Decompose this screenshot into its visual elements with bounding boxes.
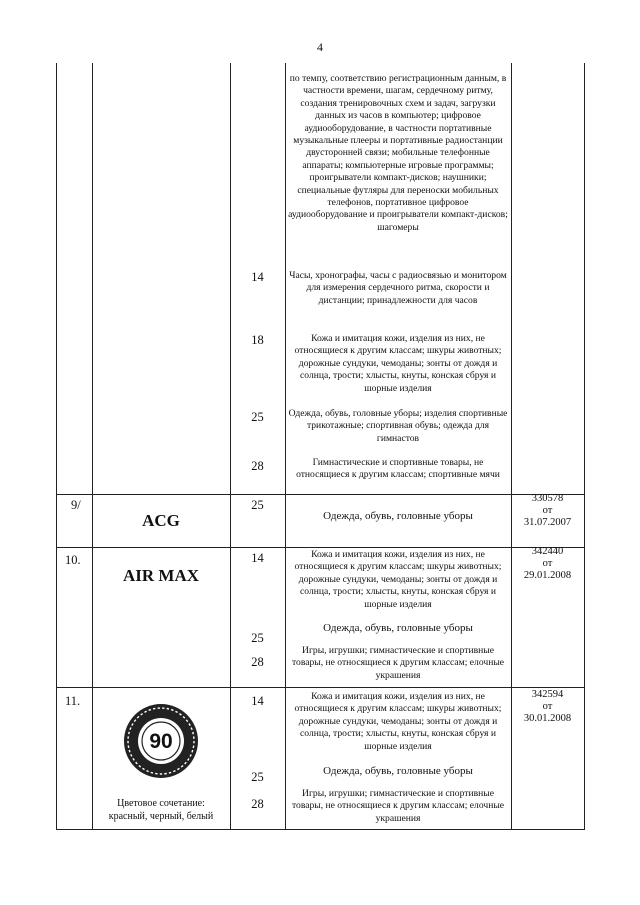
column-border [56, 63, 57, 830]
row-divider [56, 687, 585, 688]
goods-description: Кожа и имитация кожи, изделия из них, не относящиеся к другим классам; шкуры животных; дорожные сундуки, чемоданы; зонты от дождя и солнца, трости; хлысты, кнуты, конская сбруя и шорные изделия [294, 333, 502, 394]
class-number: 25 [251, 410, 264, 424]
registration-number: 342594 [531, 689, 564, 700]
registration-info [511, 493, 584, 530]
goods-description: Часы, хронографы, часы с радиосвязью и монитором для измерения сердечного ритма, скорости и дистанции; принадлежности для часов [289, 270, 507, 306]
goods-description: Игры, игрушки; гимнастические и спортивные товары, не относящиеся к другим классам; елочные украшения [291, 788, 505, 824]
registration-number: 330578 [531, 493, 564, 504]
registration-from: от [542, 558, 553, 570]
class-number: 28 [251, 797, 264, 811]
registration-info [511, 689, 584, 726]
registration-from: от [542, 701, 553, 713]
class-number: 14 [251, 270, 264, 284]
row-divider [56, 494, 585, 495]
trademark-table [56, 63, 585, 830]
class-number: 14 [251, 551, 264, 565]
trademark-90-logo [122, 702, 200, 780]
color-note-line: Цветовое сочетание: [117, 798, 205, 809]
class-number: 25 [251, 770, 264, 784]
logo-number: 90 [149, 730, 173, 753]
goods-description: Одежда, обувь, головные уборы [323, 765, 473, 777]
registration-info [511, 546, 584, 583]
trademark-wordmark: ACG [142, 511, 180, 530]
goods-description: Игры, игрушки; гимнастические и спортивные товары, не относящиеся к другим классам; елочные украшения [291, 645, 505, 681]
row-divider [56, 547, 585, 548]
goods-description: Одежда, обувь, головные уборы [323, 510, 473, 522]
class-number: 18 [251, 333, 264, 347]
goods-description: Одежда, обувь, головные уборы [323, 622, 473, 634]
registration-from: от [542, 505, 553, 517]
class-number: 25 [251, 498, 264, 512]
row-number: 11. [65, 694, 81, 708]
goods-description: по темпу, соответствию регистрационным данным, в частности времени, шагам, сердечному ритму, создания тренировочных схем и задач, загрузки данных из часов в компьютер; цифровое аудиооборудование, в частности портативные музыкальные плееры и портативные радиостанции двусторонней связи; мобильные телефонные аппараты; компьютерные игровые программы; проигрыватели компакт-дисков; наушники; специальные футляры для переноски мобильных телефонов, портативное цифровое аудиооборудование и проигрыватели компакт-дисков; шагомеры [288, 73, 508, 233]
class-number: 14 [251, 694, 264, 708]
goods-description: Кожа и имитация кожи, изделия из них, не относящиеся к другим классам; шкуры животных; дорожные сундуки, чемоданы; зонты от дождя и солнца, трости; хлысты, кнуты, конская сбруя и шорные изделия [294, 691, 502, 752]
column-border [285, 63, 286, 830]
registration-number: 342440 [531, 546, 564, 557]
class-number: 28 [251, 655, 264, 669]
registration-date: 30.01.2008 [523, 713, 572, 725]
class-number: 28 [251, 459, 264, 473]
class-number: 25 [251, 631, 264, 645]
row-number: 9/ [71, 498, 81, 512]
goods-description: Одежда, обувь, головные уборы; изделия спортивные трикотажные; спортивная обувь; одежда для гимнастов [288, 408, 508, 444]
registration-date: 31.07.2007 [523, 517, 572, 529]
registration-date: 29.01.2008 [523, 570, 572, 582]
goods-description: Кожа и имитация кожи, изделия из них, не относящиеся к другим классам; шкуры животных; дорожные сундуки, чемоданы; зонты от дождя и солнца, трости; хлысты, кнуты, конская сбруя и шорные изделия [294, 549, 502, 610]
color-combination-note [92, 798, 230, 823]
page-number: 4 [317, 40, 323, 54]
trademark-wordmark: AIR MAX [122, 566, 200, 585]
column-border [92, 63, 93, 830]
table-bottom-border [56, 829, 585, 830]
column-border [584, 63, 585, 830]
column-border [230, 63, 231, 830]
speed-sign-icon [122, 702, 200, 780]
row-number: 10. [65, 553, 81, 567]
color-note-line: красный, черный, белый [108, 810, 214, 822]
goods-description: Гимнастические и спортивные товары, не относящиеся к другим классам; спортивные мячи [296, 457, 500, 481]
